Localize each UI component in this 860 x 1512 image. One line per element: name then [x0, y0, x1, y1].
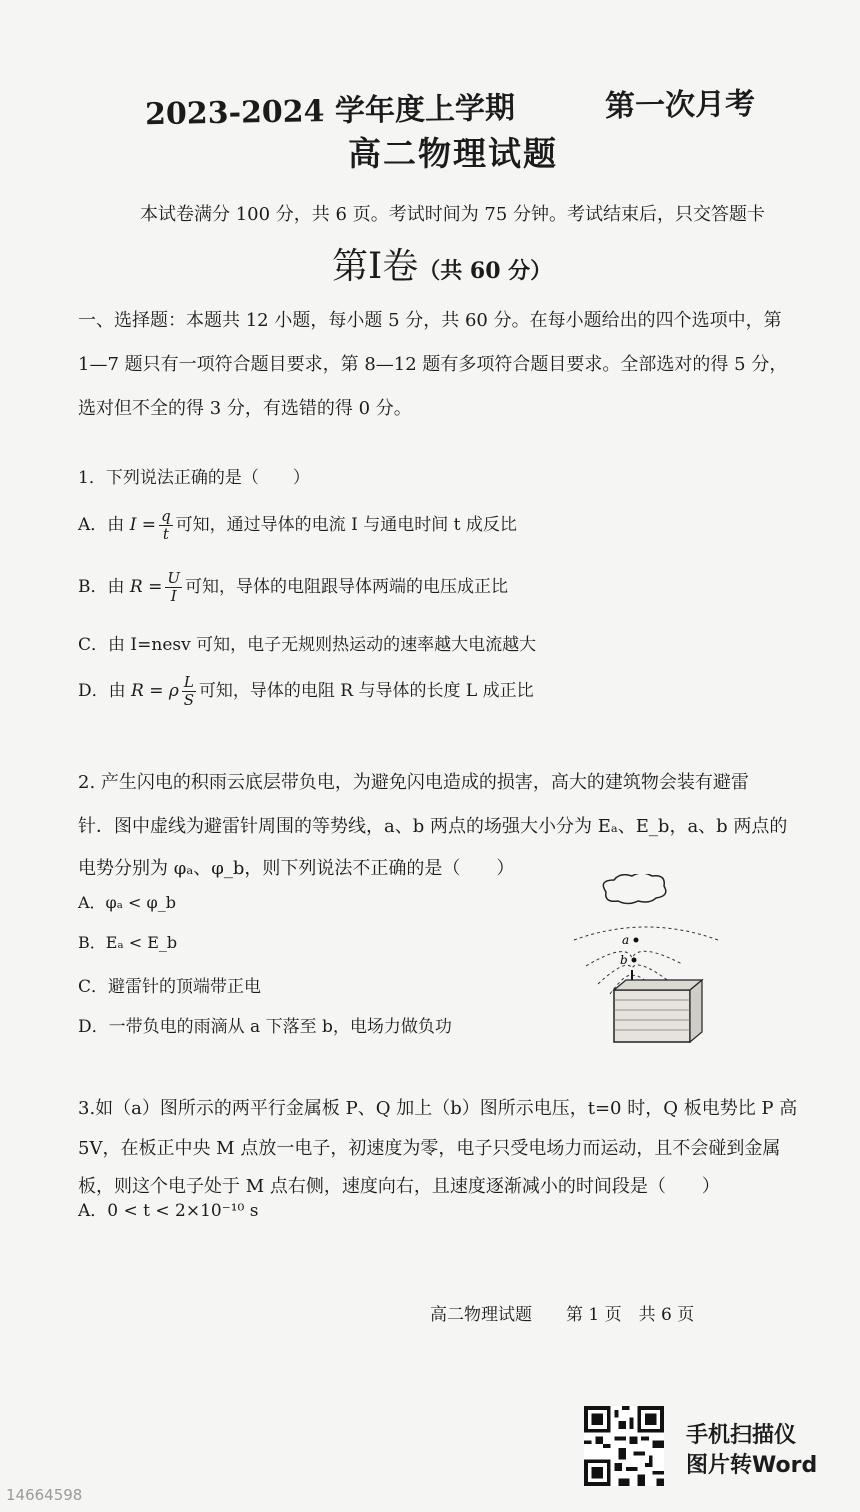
- point-b-marker: [632, 958, 637, 963]
- watermark-id: 14664598: [6, 1486, 83, 1504]
- q3-line1: 3.如（a）图所示的两平行金属板 P、Q 加上（b）图所示电压，t=0 时，Q 板电势比 P 高: [78, 1098, 798, 1119]
- equipotential-line-1: [574, 927, 718, 940]
- q2-option-b: B．Eₐ < E_b: [78, 933, 178, 952]
- point-b-label: b: [620, 953, 628, 967]
- volume-score: （共 60 分）: [418, 258, 553, 284]
- page-footer: 高二物理试题 第 1 页 共 6 页: [430, 1305, 695, 1325]
- exam-instructions: 本试卷满分 100 分，共 6 页。考试时间为 75 分钟。考试结束后，只交答题卡: [140, 204, 766, 225]
- scanner-label-line2: 图片转Word: [686, 1453, 818, 1478]
- fraction-l-over-s: $\frac{L}{S}$: [183, 673, 195, 709]
- q1-a-text: 可知，通过导体的电流 I 与通电时间 t 成反比: [175, 515, 517, 535]
- q3-line2: 5V，在板正中央 M 点放一电子，初速度为零，电子只受电场力而运动，且不会碰到金属: [78, 1138, 781, 1159]
- point-a-label: a: [622, 933, 630, 947]
- qr-code-icon: [584, 1406, 664, 1486]
- q1-option-c: C．由 I=nesv 可知，电子无规则热运动的速率越大电流越大: [78, 635, 537, 655]
- q1-option-a: A．由 I = $\frac{q}{t}$ 可知，通过导体的电流 I 与通电时间 t 成反比: [78, 507, 517, 543]
- q1-a-prefix: A．由: [78, 515, 125, 535]
- volume-title: 第I卷: [332, 246, 419, 287]
- q1-b-prefix: B．由: [78, 577, 125, 597]
- section1-line1: 一、选择题：本题共 12 小题，每小题 5 分，共 60 分。在每小题给出的四个选项中，第: [78, 310, 782, 331]
- q2-option-d: D．一带负电的雨滴从 a 下落至 b，电场力做负功: [78, 1017, 452, 1037]
- building-top: [614, 980, 702, 990]
- q2-line3: 电势分别为 φₐ、φ_b，则下列说法不正确的是（ ）: [78, 858, 515, 879]
- q1-stem: 1．下列说法正确的是（ ）: [78, 468, 310, 488]
- lightning-rod-figure: [566, 874, 726, 1044]
- fraction-u-over-i: $\frac{U}{I}$: [167, 569, 181, 605]
- section1-line3: 选对但不全的得 3 分，有选错的得 0 分。: [78, 398, 412, 419]
- subject-title: 高二物理试题: [348, 134, 558, 173]
- q1-d-text: 可知，导体的电阻 R 与导体的长度 L 成正比: [198, 681, 534, 701]
- q2-option-a: A．φₐ < φ_b: [78, 893, 176, 912]
- building: [614, 990, 690, 1042]
- scanner-label-line1: 手机扫描仪: [686, 1423, 797, 1448]
- q3-option-a: A．0 < t < 2×10⁻¹⁰ s: [78, 1201, 259, 1221]
- point-a-marker: [634, 938, 639, 943]
- section1-line2: 1—7 题只有一项符合题目要求，第 8—12 题有多项符合题目要求。全部选对的得 5 分，: [78, 354, 788, 375]
- cloud-shape: [603, 874, 665, 904]
- q2-line1: 2. 产生闪电的积雨云底层带负电，为避免闪电造成的损害，高大的建筑物会装有避雷: [78, 772, 749, 793]
- q2-line2: 针．图中虚线为避雷针周围的等势线，a、b 两点的场强大小分为 Eₐ、E_b，a、b 两点的: [78, 816, 788, 837]
- year-term-heading: 2023-2024 学年度上学期: [144, 90, 516, 133]
- q1-option-b: B．由 R = $\frac{U}{I}$ 可知，导体的电阻跟导体两端的电压成正比: [78, 569, 509, 605]
- fraction-q-over-t: $\frac{q}{t}$: [161, 507, 171, 543]
- q1-b-text: 可知，导体的电阻跟导体两端的电压成正比: [185, 577, 509, 597]
- q3-line3: 板，则这个电子处于 M 点右侧，速度向右，且速度逐渐减小的时间段是（ ）: [78, 1176, 720, 1197]
- q2-option-c: C．避雷针的顶端带正电: [78, 977, 262, 997]
- building-side: [690, 980, 702, 1042]
- exam-name-heading: 第一次月考: [604, 86, 756, 125]
- q1-d-prefix: D．由: [78, 681, 126, 701]
- volume-heading: [332, 238, 552, 289]
- q1-option-d: D．由 R = ρ $\frac{L}{S}$ 可知，导体的电阻 R 与导体的长度 L 成正比: [78, 673, 534, 709]
